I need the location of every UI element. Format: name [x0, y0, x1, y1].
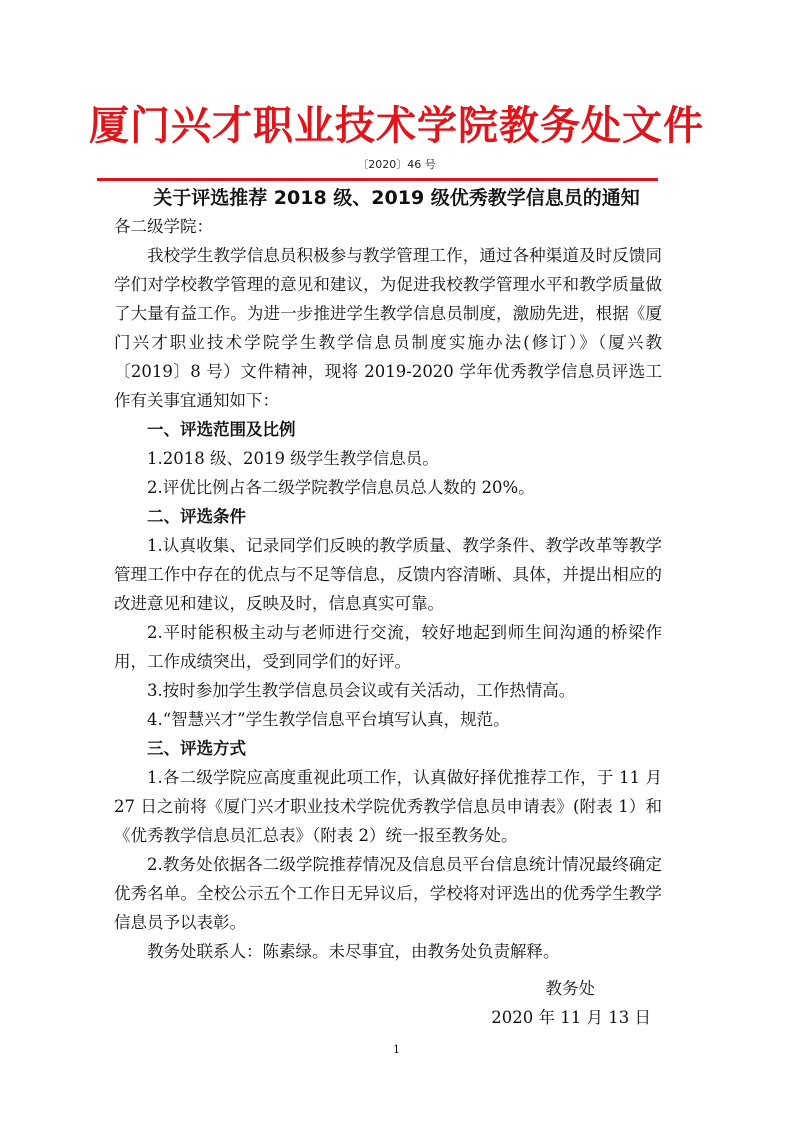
- document-number: 〔2020〕46 号: [357, 158, 436, 171]
- list-item: 2.评优比例占各二级学院教学信息员总人数的 20%。: [147, 478, 535, 497]
- list-item: 2.教务处依据各二级学院推荐情况及信息员平台信息统计情况最终确定优秀名单。全校公示五个工作日无异议后，学校将对评选出的优秀学生教学信息员予以表彰。: [114, 855, 662, 932]
- notice-body: [114, 212, 662, 966]
- list-item: 1.认真收集、记录同学们反映的教学质量、教学条件、教学改革等教学管理工作中存在的优点与不足等信息，反馈内容清晰、具体，并提出相应的改进意见和建议，反映及时，信息真实可靠。: [114, 536, 662, 613]
- document-header-title: 厦门兴才职业技术学院教务处文件: [89, 102, 704, 149]
- section-heading-scope: 一、评选范围及比例: [147, 420, 296, 439]
- signature-organization: 教务处: [545, 979, 595, 998]
- signature-date: 2020 年 11 月 13 日: [491, 1008, 651, 1027]
- list-item: 1.2018 级、2019 级学生教学信息员。: [147, 449, 439, 468]
- section-heading-criteria: 二、评选条件: [147, 507, 246, 526]
- list-item: 4.“智慧兴才”学生教学信息平台填写认真，规范。: [147, 710, 510, 729]
- red-divider-line: [97, 178, 658, 181]
- list-item: 3.按时参加学生教学信息员会议或有关活动，工作热情高。: [147, 681, 576, 700]
- salutation: 各二级学院：: [114, 217, 213, 236]
- notice-title: 关于评选推荐 2018 级、2019 级优秀教学信息员的通知: [153, 187, 640, 209]
- contact-line: 教务处联系人：陈素绿。未尽事宜，由教务处负责解释。: [147, 942, 560, 961]
- list-item: 2.平时能积极主动与老师进行交流，较好地起到师生间沟通的桥梁作用，工作成绩突出，受到同学们的好评。: [114, 623, 662, 671]
- section-heading-method: 三、评选方式: [147, 739, 246, 758]
- intro-paragraph: 我校学生教学信息员积极参与教学管理工作，通过各种渠道及时反馈同学们对学校教学管理的意见和建议，为促进我校教学管理水平和教学质量做了大量有益工作。为进一步推进学生教学信息员制度，激励先进，根据《厦门兴才职业技术学院学生教学信息员制度实施办法(修订）》（厦兴教〔2019〕8 号）文件精神，现将 2019-2020 学年优秀教学信息员评选工作有关事宜通知如下：: [114, 246, 662, 410]
- list-item: 1.各二级学院应高度重视此项工作，认真做好择优推荐工作，于 11 月 27 日之前将《厦门兴才职业技术学院优秀教学信息员申请表》(附表 1）和《优秀教学信息员汇总表》（附表 2）统一报至教务处。: [114, 768, 662, 845]
- page-number: 1: [393, 1043, 400, 1056]
